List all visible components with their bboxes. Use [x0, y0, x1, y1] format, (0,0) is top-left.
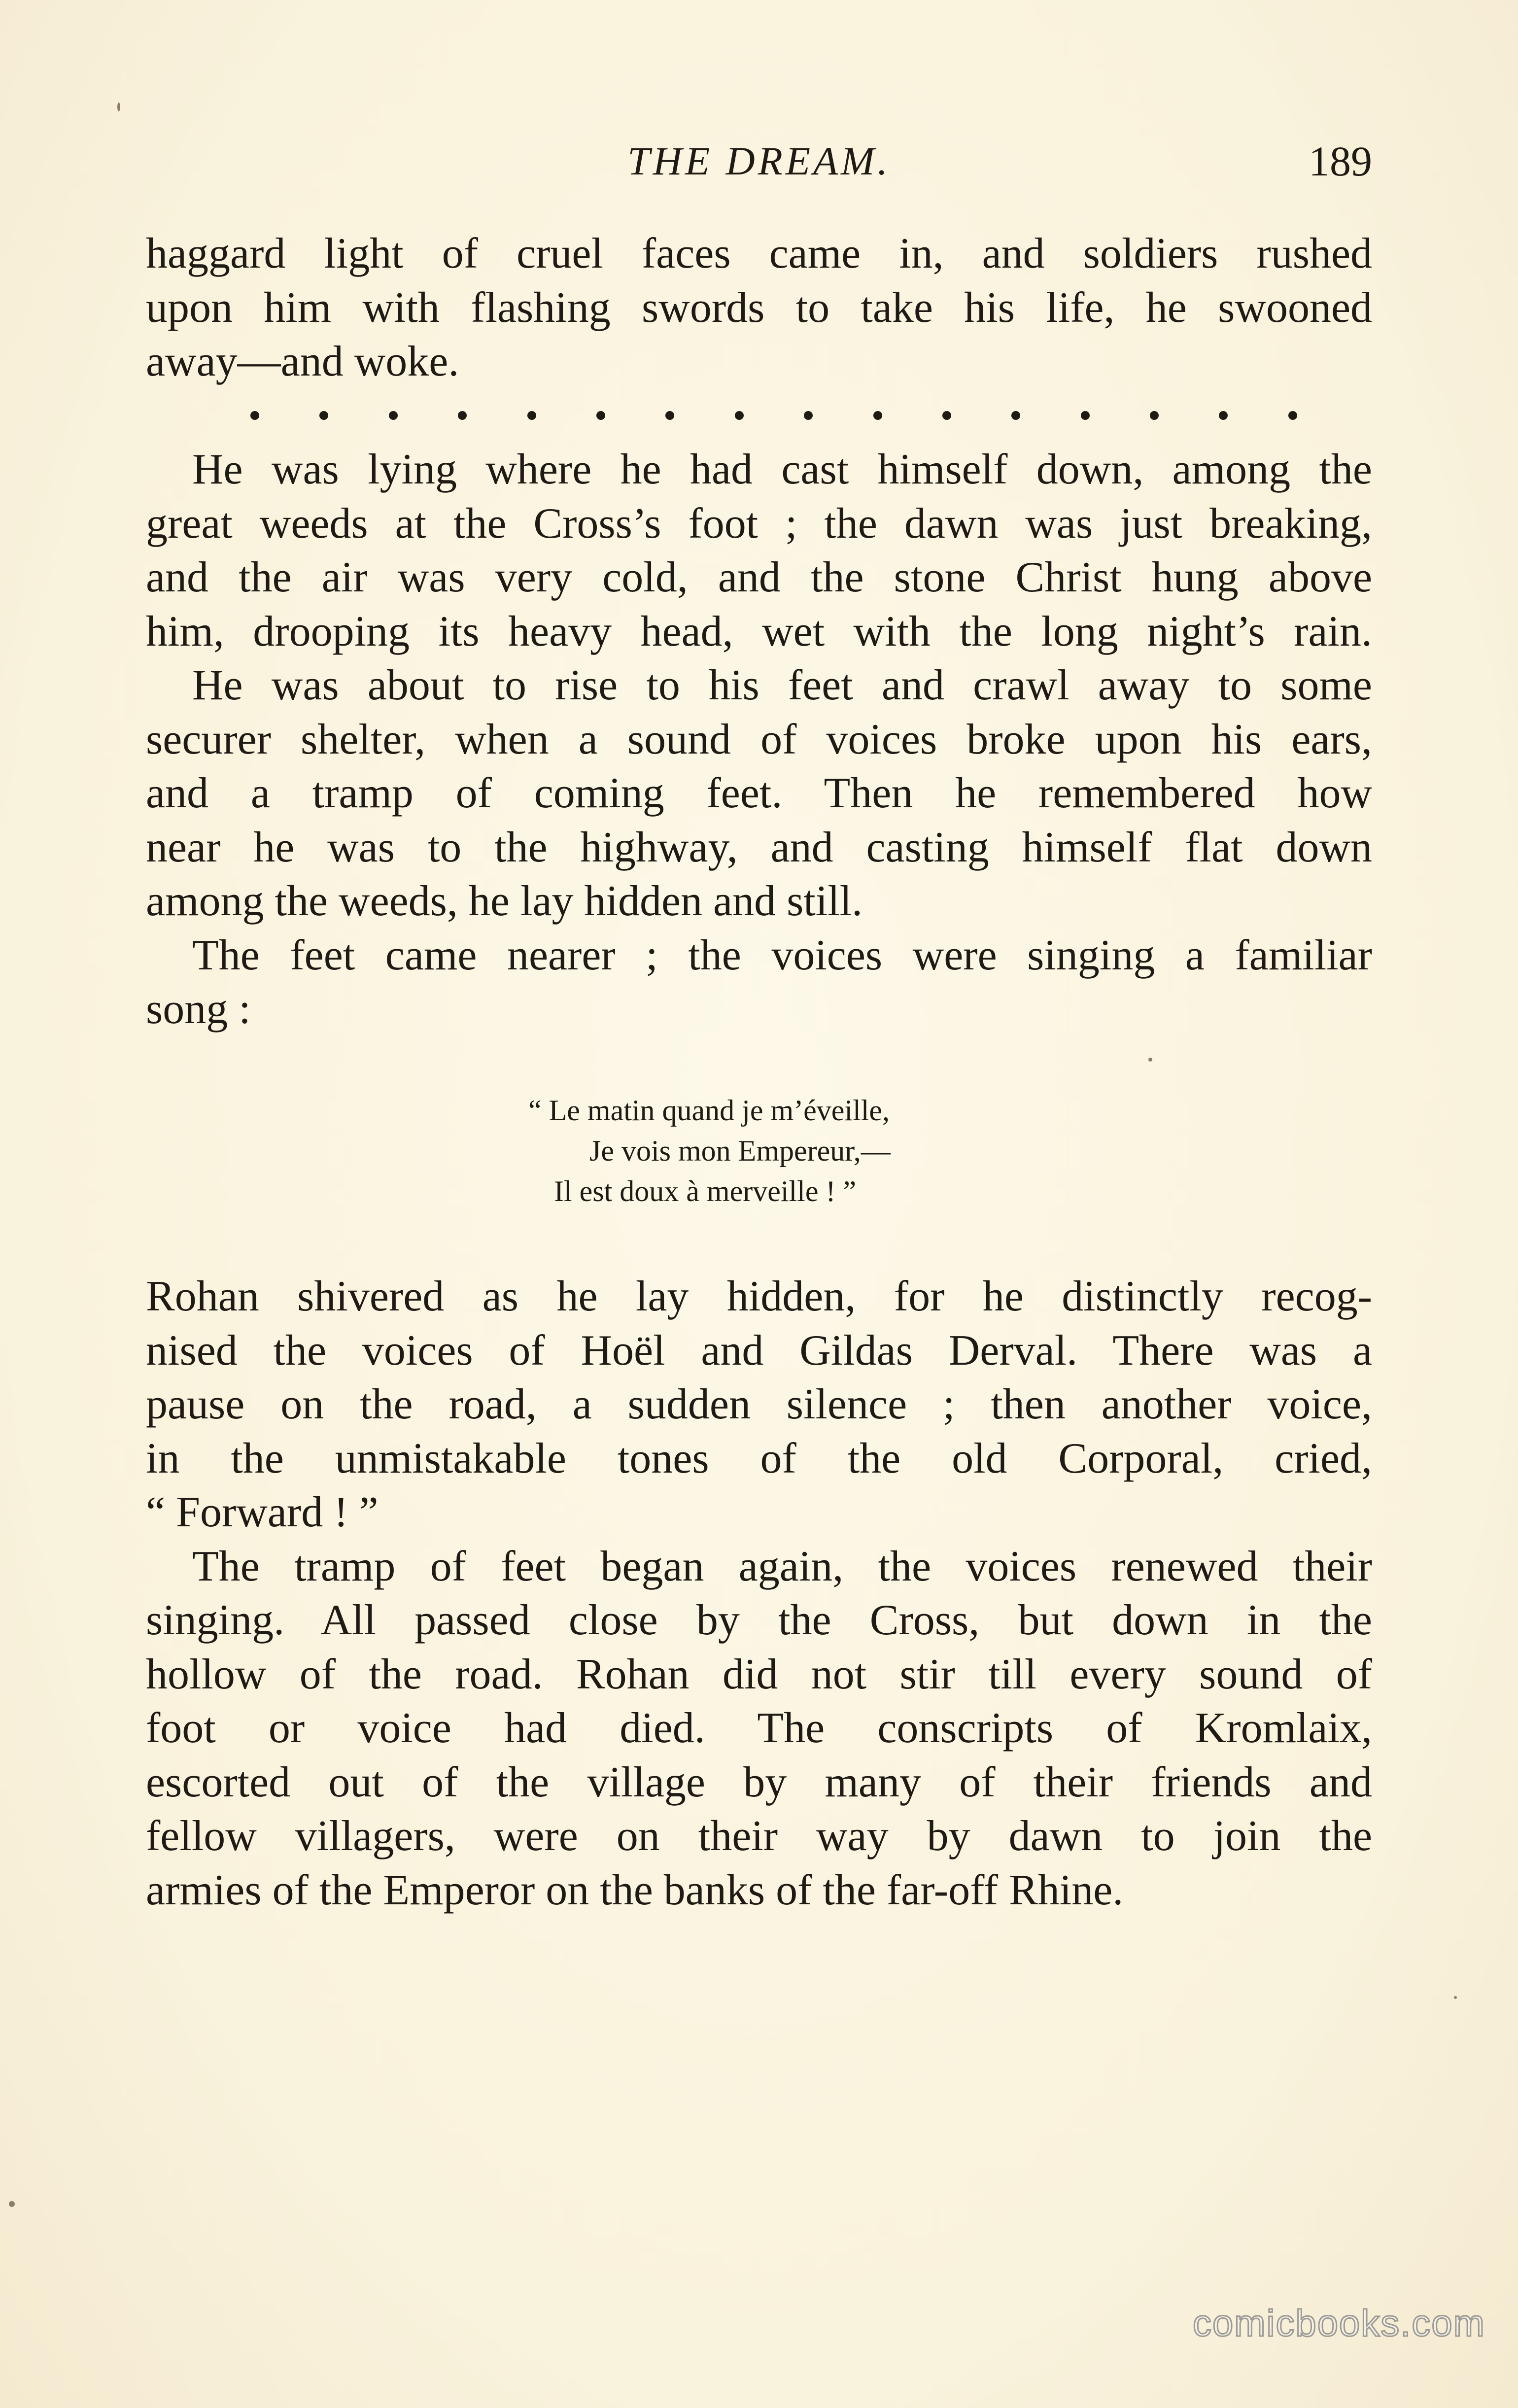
running-title: THE DREAM.: [627, 138, 891, 183]
ellipsis-dot: [1219, 411, 1228, 420]
text-line: him, drooping its heavy head, wet with the long night’s rain.: [146, 607, 1372, 655]
text-line: hollow of the road. Rohan did not stir till every sound of: [146, 1650, 1372, 1698]
text-line: among the weeds, he lay hidden and still.: [146, 877, 863, 925]
text-line: securer shelter, when a sound of voices broke upon his ears,: [146, 715, 1372, 763]
text-line: He was about to rise to his feet and crawl away to some: [192, 661, 1372, 709]
ellipsis-dot: [250, 411, 259, 420]
text-line: and a tramp of coming feet. Then he remembered how: [146, 769, 1372, 817]
body-text-upper: [146, 227, 1372, 1036]
text-line: pause on the road, a sudden silence ; then another voice,: [146, 1380, 1372, 1428]
text-line: foot or voice had died. The conscripts of Kromlaix,: [146, 1704, 1372, 1752]
paper-speck: [1454, 1996, 1457, 1999]
verse-line: Il est doux à merveille ! ”: [554, 1175, 857, 1207]
paper-speck: [117, 103, 120, 111]
paragraph-5: [146, 1270, 1372, 1540]
text-line: “ Forward ! ”: [146, 1488, 379, 1536]
ellipsis-dot: [665, 411, 674, 420]
paragraph-4: [146, 929, 1372, 1036]
ellipsis-dot: [527, 411, 536, 420]
song-verse: [0, 1090, 1518, 1211]
ellipsis-dot: [1288, 411, 1297, 420]
text-line: nised the voices of Hoël and Gildas Derval. There was a: [146, 1326, 1372, 1375]
ellipsis-dot: [804, 411, 813, 420]
text-line: fellow villagers, were on their way by dawn to join the: [146, 1812, 1372, 1860]
page-header: [146, 134, 1372, 188]
section-break-dots: [250, 389, 1297, 443]
text-line: armies of the Emperor on the banks of the far-off Rhine.: [146, 1866, 1124, 1914]
paragraph-1: [146, 227, 1372, 389]
ellipsis-dot: [942, 411, 951, 420]
ellipsis-dot: [873, 411, 882, 420]
text-line: He was lying where he had cast himself down, among the: [192, 446, 1372, 493]
paragraph-3: [146, 658, 1372, 929]
ellipsis-dot: [389, 411, 398, 420]
verse-line: Je vois mon Empereur,—: [589, 1135, 891, 1167]
ellipsis-dot: [458, 411, 467, 420]
page-number: 189: [1309, 138, 1372, 185]
ellipsis-dot: [1081, 411, 1090, 420]
ellipsis-dot: [319, 411, 328, 420]
text-line: Rohan shivered as he lay hidden, for he distinctly recog-: [146, 1273, 1372, 1320]
text-line: and the air was very cold, and the stone Christ hung above: [146, 553, 1372, 601]
text-line: away—and woke.: [146, 338, 459, 385]
text-line: The tramp of feet began again, the voices renewed their: [192, 1542, 1372, 1590]
text-line: escorted out of the village by many of their friends and: [146, 1758, 1372, 1806]
text-line: near he was to the highway, and casting himself flat down: [146, 823, 1372, 871]
ellipsis-dot: [1150, 411, 1159, 420]
verse-line: “ Le matin quand je m’éveille,: [528, 1094, 890, 1127]
ellipsis-dot: [596, 411, 605, 420]
paper-speck: [9, 2201, 15, 2207]
text-line: in the unmistakable tones of the old Corporal, cried,: [146, 1434, 1372, 1482]
text-line: singing. All passed close by the Cross, but down in the: [146, 1596, 1372, 1644]
paper-speck: [1148, 1058, 1152, 1062]
text-line: haggard light of cruel faces came in, and soldiers rushed: [146, 230, 1372, 277]
watermark-logo: comicbooks.com: [1193, 2303, 1485, 2344]
text-line: The feet came nearer ; the voices were singing a familiar: [192, 931, 1372, 979]
text-line: upon him with flashing swords to take his life, he swooned: [146, 283, 1372, 332]
ellipsis-dot: [735, 411, 744, 420]
body-text-lower: [146, 1270, 1372, 1917]
ellipsis-dot: [1011, 411, 1020, 420]
paragraph-6: [146, 1540, 1372, 1918]
paragraph-2: [146, 443, 1372, 658]
text-line: song :: [146, 985, 251, 1033]
text-line: great weeds at the Cross’s foot ; the dawn was just breaking,: [146, 499, 1372, 548]
